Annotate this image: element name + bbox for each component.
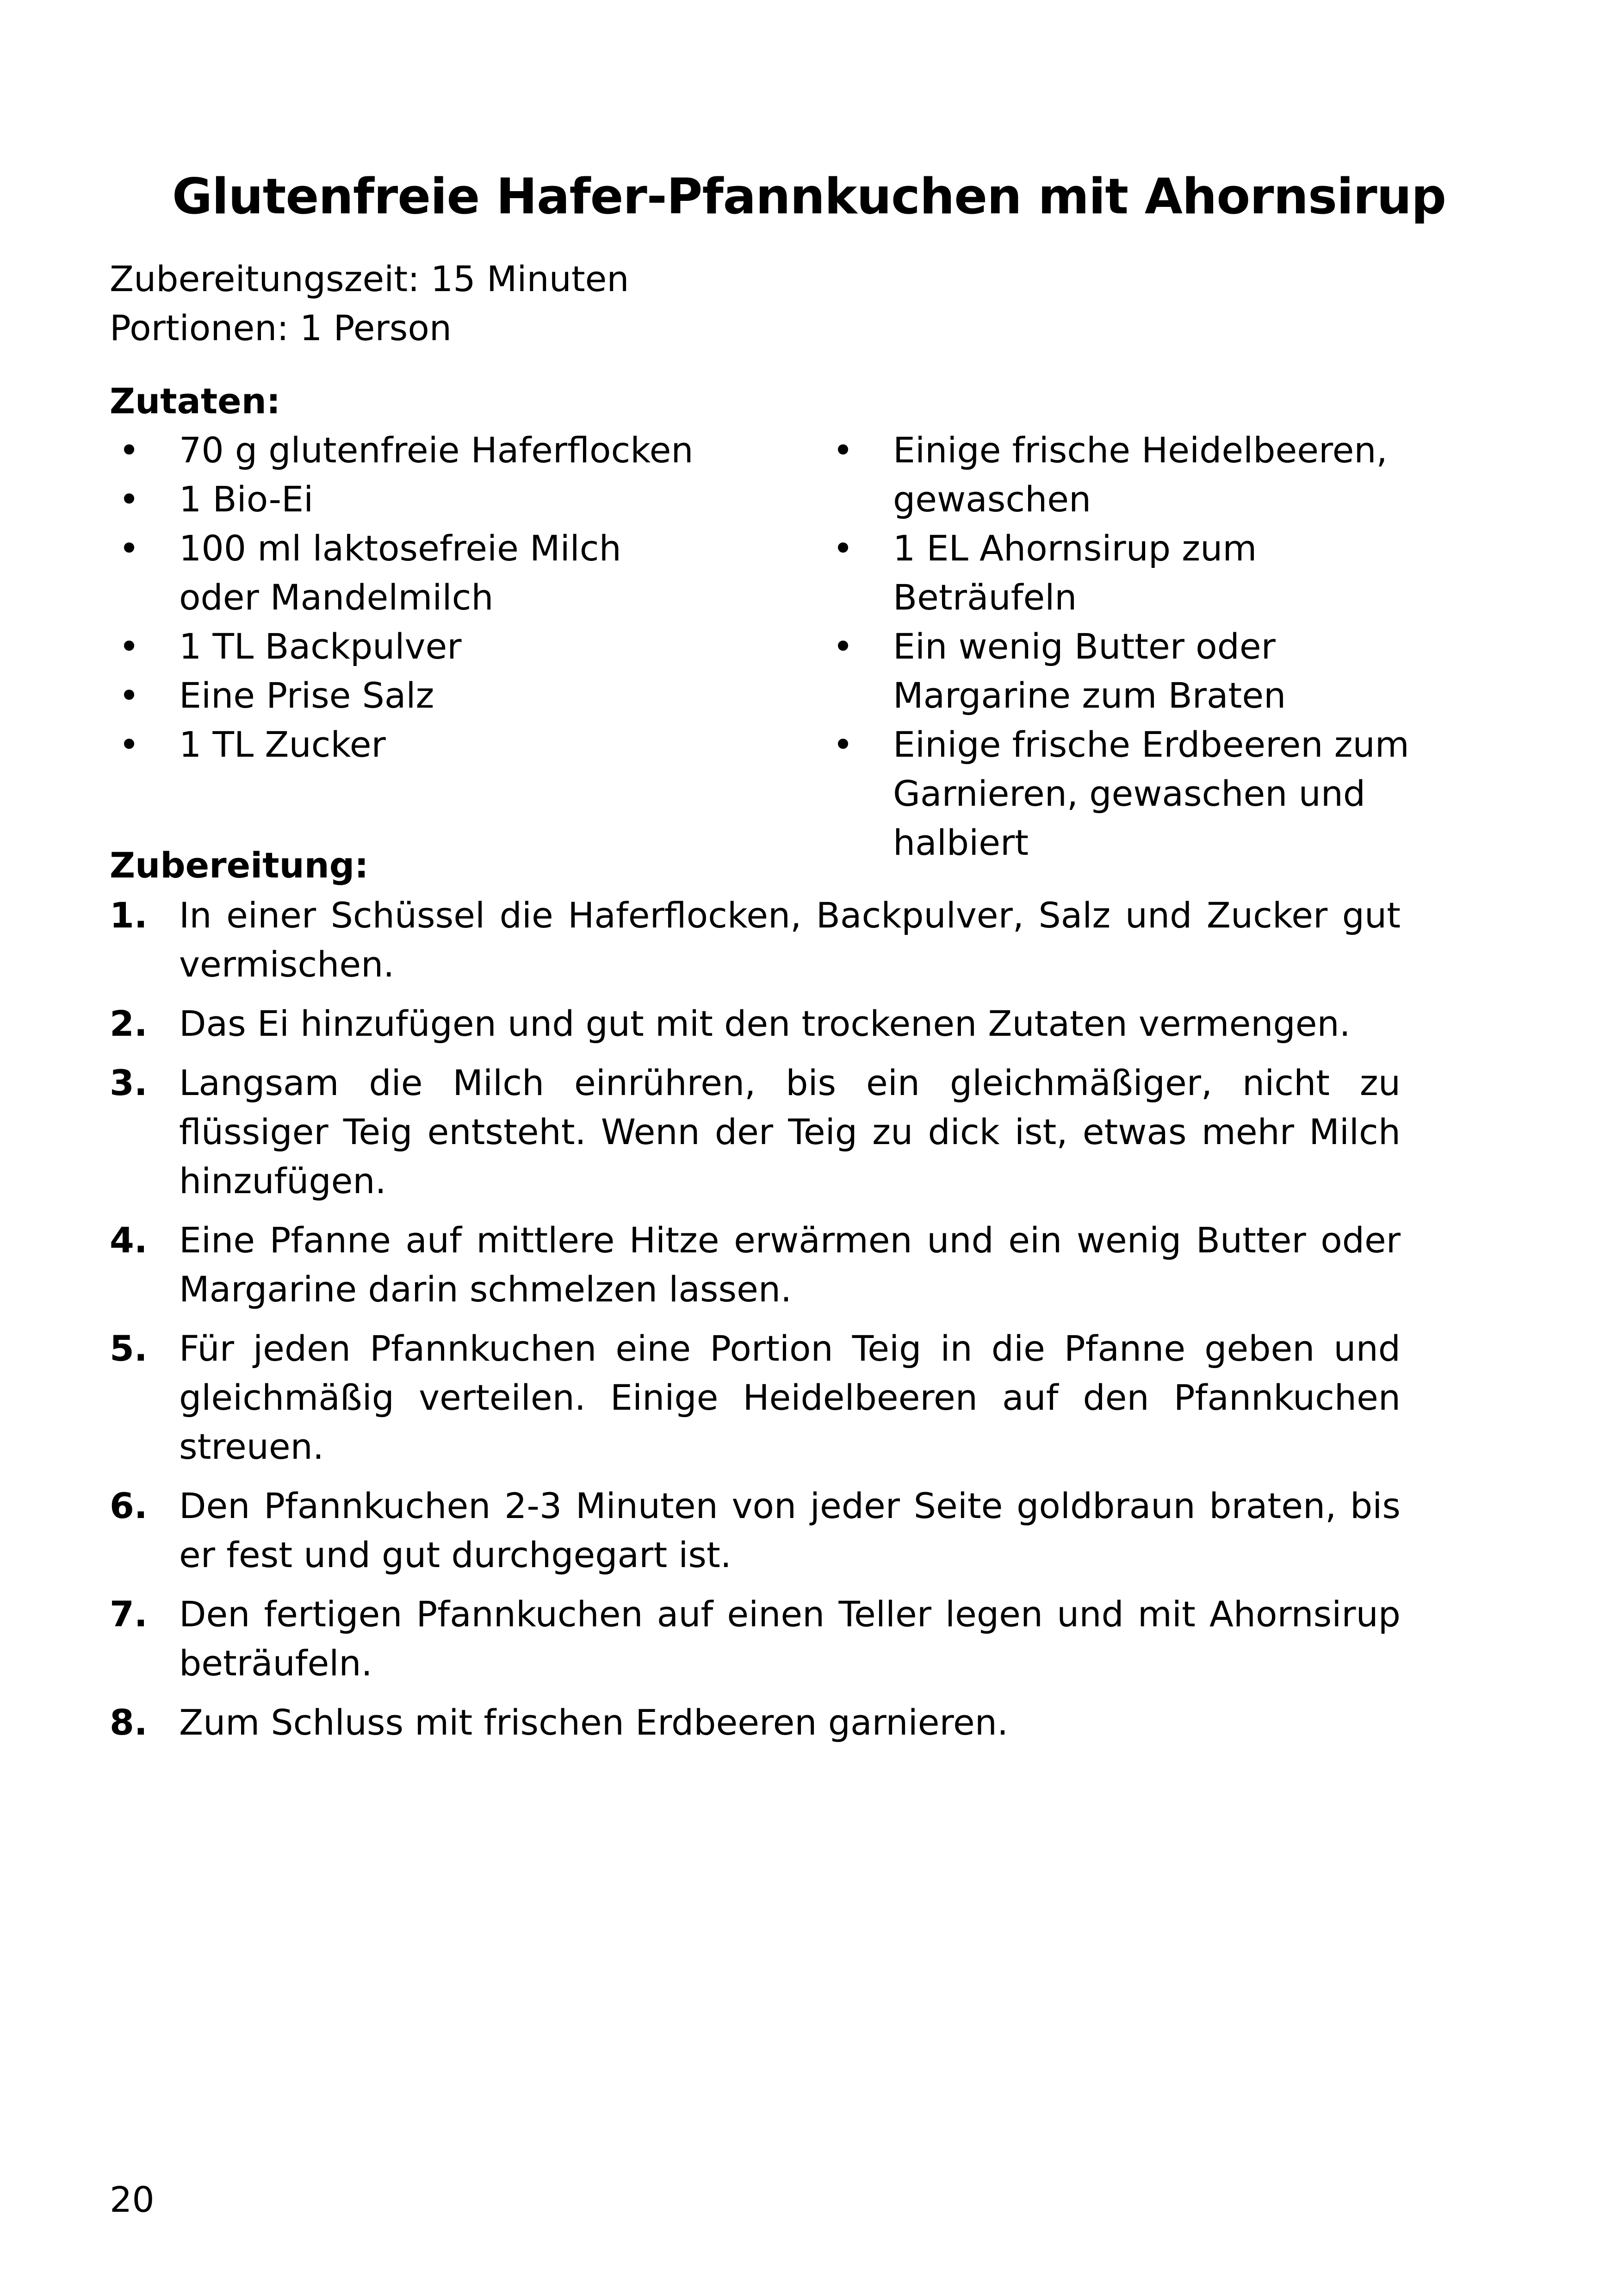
ingredients-heading: Zutaten: xyxy=(110,380,281,422)
bullet-icon: • xyxy=(832,528,854,569)
ingredient-text: 1 Bio-Ei xyxy=(179,479,314,520)
step-text: Eine Pfanne auf mittlere Hitze erwärmen und ein wenig Butter oder Margarine darin schmelzen lassen. xyxy=(179,1220,1401,1310)
step-text: Den Pfannkuchen 2-3 Minuten von jeder Seite goldbraun braten, bis er fest und gut durchgegart ist. xyxy=(179,1485,1401,1575)
step-number: 5. xyxy=(110,1328,148,1369)
bullet-icon: • xyxy=(118,626,140,667)
recipe-title: Glutenfreie Hafer-Pfannkuchen mit Ahornsirup xyxy=(172,168,1446,225)
step-item xyxy=(110,1698,1401,1747)
step-text: Das Ei hinzufügen und gut mit den trockenen Zutaten vermengen. xyxy=(179,1003,1351,1044)
ingredient-item xyxy=(824,524,1416,622)
step-number: 2. xyxy=(110,1003,148,1044)
ingredient-text: Eine Prise Salz xyxy=(179,675,434,716)
step-number: 7. xyxy=(110,1593,148,1635)
recipe-meta xyxy=(110,255,629,353)
ingredient-item xyxy=(110,622,781,671)
step-text: Den fertigen Pfannkuchen auf einen Teller legen und mit Ahornsirup beträufeln. xyxy=(179,1593,1401,1684)
step-item xyxy=(110,1058,1401,1206)
ingredient-item xyxy=(110,475,781,524)
step-item xyxy=(110,1481,1401,1580)
bullet-icon: • xyxy=(118,724,140,765)
ingredient-text: Ein wenig Butter oder Margarine zum Braten xyxy=(893,626,1286,716)
step-number: 4. xyxy=(110,1220,148,1261)
step-item xyxy=(110,1590,1401,1688)
ingredient-text: 1 TL Zucker xyxy=(179,724,386,765)
ingredient-text: 70 g glutenfreie Haferflocken xyxy=(179,429,694,471)
step-text: Zum Schluss mit frischen Erdbeeren garnieren. xyxy=(179,1702,1009,1743)
bullet-icon: • xyxy=(832,724,854,765)
ingredient-text: Einige frische Erdbeeren zum Garnieren, gewaschen und halbiert xyxy=(893,724,1409,863)
step-text: Für jeden Pfannkuchen eine Portion Teig in die Pfanne geben und gleichmäßig verteilen. Einige Heidelbeeren auf den Pfannkuchen streuen. xyxy=(179,1328,1401,1467)
preparation-heading: Zubereitung: xyxy=(110,845,369,886)
bullet-icon: • xyxy=(118,528,140,569)
step-item xyxy=(110,999,1401,1048)
step-text: Langsam die Milch einrühren, bis ein gleichmäßiger, nicht zu flüssiger Teig entsteht. Wenn der Teig zu dick ist, etwas mehr Milch hinzufügen. xyxy=(179,1062,1401,1201)
ingredient-item xyxy=(110,720,781,769)
step-item xyxy=(110,1324,1401,1471)
ingredient-item xyxy=(110,524,781,622)
prep-time: Zubereitungszeit: 15 Minuten xyxy=(110,258,629,299)
step-number: 1. xyxy=(110,895,148,936)
ingredient-item xyxy=(824,720,1416,867)
ingredients-list-right xyxy=(824,426,1416,867)
bullet-icon: • xyxy=(118,479,140,520)
page-number: 20 xyxy=(110,2179,155,2220)
step-number: 8. xyxy=(110,1702,148,1743)
step-item xyxy=(110,891,1401,989)
step-item xyxy=(110,1216,1401,1314)
step-text: In einer Schüssel die Haferflocken, Backpulver, Salz und Zucker gut vermischen. xyxy=(179,895,1401,985)
step-number: 6. xyxy=(110,1485,148,1526)
ingredient-item xyxy=(110,426,781,475)
ingredient-text: 100 ml laktosefreie Milch oder Mandelmilch xyxy=(179,528,621,618)
ingredient-text: 1 EL Ahornsirup zum Beträufeln xyxy=(893,528,1257,618)
ingredient-text: Einige frische Heidelbeeren, gewaschen xyxy=(893,429,1388,520)
bullet-icon: • xyxy=(118,429,140,471)
step-number: 3. xyxy=(110,1062,148,1103)
preparation-steps xyxy=(110,891,1401,1757)
bullet-icon: • xyxy=(832,429,854,471)
bullet-icon: • xyxy=(832,626,854,667)
ingredient-item xyxy=(110,671,781,720)
bullet-icon: • xyxy=(118,675,140,716)
ingredients-list-left xyxy=(110,426,781,769)
ingredient-item xyxy=(824,426,1416,524)
ingredient-text: 1 TL Backpulver xyxy=(179,626,462,667)
servings: Portionen: 1 Person xyxy=(110,307,452,348)
ingredient-item xyxy=(824,622,1416,720)
